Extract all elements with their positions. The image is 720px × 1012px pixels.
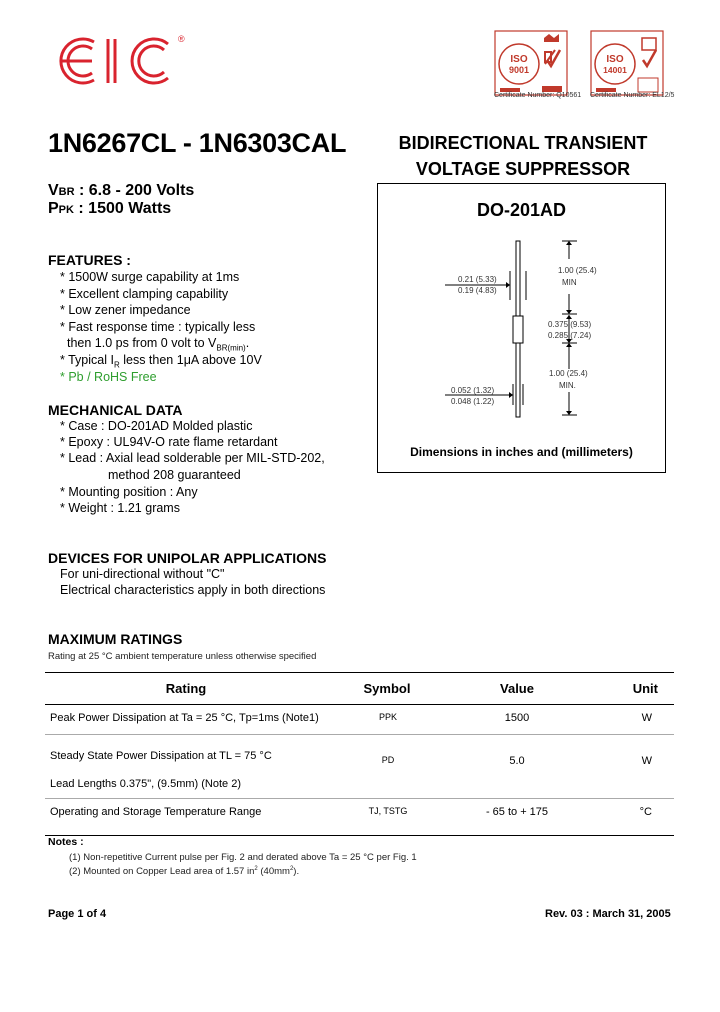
eic-logo [48,30,188,92]
mechanical-item: * Mounting position : Any [60,485,198,499]
feature-item: then 1.0 ps from 0 volt to $V_{BR(min)}$. [67,336,250,353]
page-number: Page 1 of 4 [48,908,107,920]
mechanical-item: * Weight : 1.21 grams [60,501,180,515]
table-row [45,799,674,836]
ppk-spec: PPK : 1500 Watts [48,200,172,217]
feature-item: * 1500W surge capability at 1ms [60,270,240,284]
dim-lead-top-a: 1.00 (25.4) [558,266,597,275]
unipolar-item: Electrical characteristics apply in both directions [60,583,326,597]
col-symbol: Symbol [363,681,411,696]
dim-body-len-a: 0.375 (9.53) [548,320,592,329]
col-rating: Rating [165,681,207,696]
ratings-table [45,672,674,836]
dim-body-len-b: 0.285 (7.24) [548,331,592,340]
col-unit: Unit [632,681,658,696]
cell-rating: Steady State Power Dissipation at TL = 75 °C Lead Lengths 0.375", (9.5mm) (Note 2) [50,750,272,790]
dim-body-dia-a: 0.21 (5.33) [458,275,497,284]
unipolar-heading: DEVICES FOR UNIPOLAR APPLICATIONS [48,550,327,566]
dim-body-dia-b: 0.19 (4.83) [458,286,497,295]
feature-item: * Low zener impedance [60,303,191,317]
cell-unit: W [641,755,652,767]
cell-unit: °C [639,806,652,818]
feature-item-rohs: * Pb / RoHS Free [60,370,157,384]
mechanical-item: * Lead : Axial lead solderable per MIL-STD-202, [60,451,325,465]
part-number: 1N6267CL - 1N6303CAL [48,128,347,158]
notes-heading: Notes : [48,836,84,848]
note-item: (2) Mounted on Copper Lead area of 1.57 $in^2$ $(40mm^2)$. [69,866,300,878]
trademark-symbol: ® [178,34,185,44]
cell-value: 1500 [504,712,530,724]
mechanical-heading: MECHANICAL DATA [48,402,183,418]
revision-date: Rev. 03 : March 31, 2005 [545,908,671,920]
cell-value: - 65 to + 175 [485,806,549,818]
cell-value: 5.0 [509,755,525,767]
cell-symbol: PPK [378,712,397,722]
vbr-spec: VBR : 6.8 - 200 Volts [48,182,195,199]
cell-rating: Peak Power Dissipation at Ta = 25 °C, Tp=1ms (Note1) [50,712,319,724]
dim-lead-bot-a: 1.00 (25.4) [549,369,588,378]
table-row [45,735,674,799]
feature-item: * Typical $I_R$ less then 1μA above 10V [60,353,262,370]
mechanical-item: method 208 guaranteed [108,468,241,482]
title-line-1: BIDIRECTIONAL TRANSIENT [398,133,648,153]
cell-symbol: TJ, TSTG [368,806,408,816]
dim-lead-dia-b: 0.048 (1.22) [451,397,495,406]
unipolar-item: For uni-directional without "C" [60,567,225,581]
iso-text-1: ISO [510,54,528,65]
package-name: DO-201AD [476,200,567,220]
dim-lead-top-b: MIN [562,278,577,287]
iso-num-1: 9001 [508,65,530,75]
cell-symbol: PD [381,755,395,765]
ratings-subheading: Rating at 25 °C ambient temperature unless otherwise specified [48,651,317,662]
dim-lead-dia-a: 0.052 (1.32) [451,386,495,395]
dimensions-caption: Dimensions in inches and (millimeters) [410,445,633,459]
mechanical-item: * Case : DO-201AD Molded plastic [60,419,253,433]
feature-item: * Excellent clamping capability [60,287,229,301]
iso-num-2: 14001 [603,65,627,75]
mechanical-item: * Epoxy : UL94V-O rate flame retardant [60,435,278,449]
cell-rating: Operating and Storage Temperature Range [50,806,262,818]
title-line-2: VOLTAGE SUPPRESSOR [415,159,631,179]
col-value: Value [500,681,534,696]
feature-item: * Fast response time : typically less [60,320,256,334]
cert1-number: Certificate Number: Q10561 [494,92,582,99]
dim-lead-bot-b: MIN. [559,381,576,390]
table-header-row [45,673,674,705]
note-item: (1) Non-repetitive Current pulse per Fig. 2 and derated above Ta = 25 °C per Fig. 1 [69,852,417,863]
features-heading: FEATURES : [48,252,131,268]
cell-unit: W [641,712,652,724]
table-row [45,705,674,735]
iso-text-2: ISO [606,54,624,65]
package-drawing [377,183,666,473]
cert2-number: Certificate Number: EL12/5 [590,92,675,99]
ratings-heading: MAXIMUM RATINGS [48,631,183,647]
